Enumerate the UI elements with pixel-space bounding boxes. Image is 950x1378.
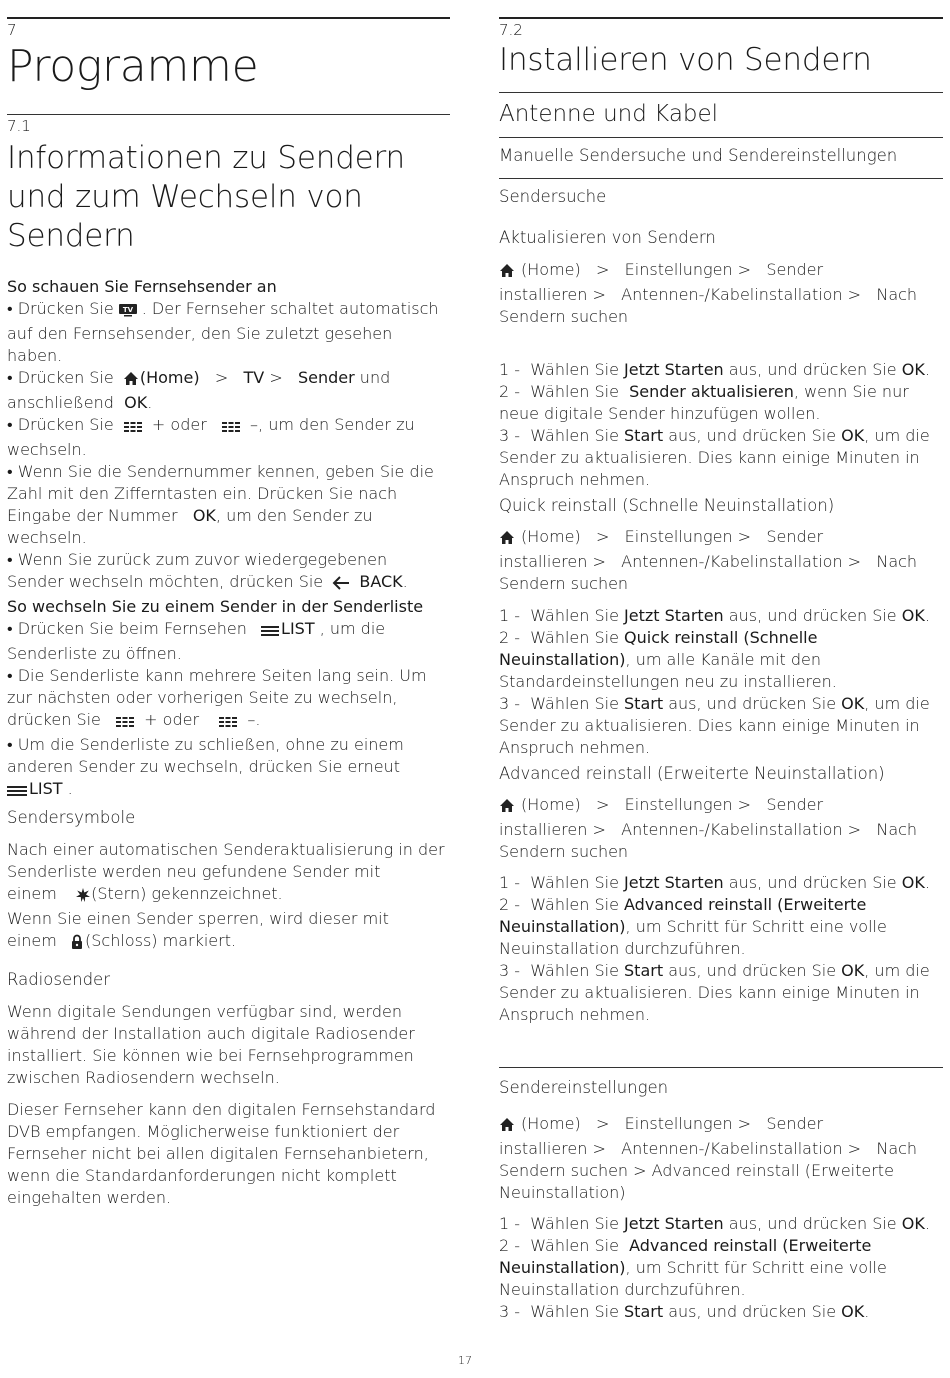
heading-manual: Manuelle Sendersuche und Sendereinstellungen bbox=[499, 146, 898, 165]
text-line: neue digitale Sender hinzufügen wollen. bbox=[499, 404, 821, 423]
step-2: 2 - Wählen Sie Quick reinstall (Schnelle bbox=[499, 628, 818, 647]
text-line: Eingabe der Nummer OK, um den Sender zu bbox=[7, 506, 373, 525]
text-line: zur nächsten oder vorherigen Seite zu wechseln, bbox=[7, 688, 398, 707]
heading-switch: So wechseln Sie zu einem Sender in der Senderliste bbox=[7, 597, 424, 616]
text-line: installieren > Antennen-/Kabelinstallation > Nach bbox=[499, 285, 918, 304]
steps-quick bbox=[499, 605, 943, 759]
text-line: • Um die Senderliste zu schließen, ohne zu einem bbox=[7, 735, 404, 754]
text-line: Anspruch nehmen. bbox=[499, 1005, 651, 1024]
text-line: installiert. Sie können wie bei Fernsehprogrammen bbox=[7, 1046, 414, 1065]
text-line: Sender wechseln möchten, drücken Sie BACK. bbox=[7, 571, 450, 596]
list-icon bbox=[7, 781, 27, 803]
heading-search: Sendersuche bbox=[499, 187, 607, 206]
text-line: (Home) > Einstellungen > Sender bbox=[499, 1113, 943, 1138]
text-line: • Drücken Sie beim Fernsehen LIST , um die bbox=[7, 618, 450, 643]
text-line: Dieser Fernseher kann den digitalen Fernsehstandard bbox=[7, 1100, 436, 1119]
dvb-block bbox=[7, 1099, 450, 1209]
step-3: 3 - Wählen Sie Start aus, und drücken Sie OK, um die bbox=[499, 426, 930, 445]
text-line: LIST . bbox=[7, 778, 450, 803]
text-line: Neuinstallation) bbox=[499, 1183, 626, 1202]
text-line: Sendern suchen bbox=[499, 307, 629, 326]
text-line: wechseln. bbox=[7, 528, 87, 547]
text-line: haben. bbox=[7, 346, 63, 365]
section-title-line: Sendern bbox=[7, 218, 135, 254]
text-line: Neuinstallation), um alle Kanäle mit den bbox=[499, 650, 822, 669]
svg-text:TV: TV bbox=[122, 306, 133, 314]
home-icon bbox=[123, 370, 139, 392]
text-line: • Die Senderliste kann mehrere Seiten lang sein. Um bbox=[7, 666, 427, 685]
text-line: Fernseher nicht bei allen digitalen Fernsehanbietern, bbox=[7, 1144, 429, 1163]
text-line: Wenn Sie einen Sender sperren, wird dieser mit bbox=[7, 909, 389, 928]
text-line: wenn die Standardanforderungen nicht komplett bbox=[7, 1166, 397, 1185]
text-line: einem (Stern) gekennzeichnet. bbox=[7, 883, 450, 908]
section-rule bbox=[499, 17, 943, 19]
heading-update: Aktualisieren von Sendern bbox=[499, 228, 716, 247]
heading-settings: Sendereinstellungen bbox=[499, 1078, 669, 1097]
channel-down-icon bbox=[218, 712, 238, 734]
text-line: • Wenn Sie die Sendernummer kennen, geben Sie die bbox=[7, 462, 434, 481]
step-1: 1 - Wählen Sie Jetzt Starten aus, und drücken Sie OK. bbox=[499, 606, 930, 625]
channel-up-icon bbox=[115, 712, 135, 734]
left-column bbox=[7, 0, 450, 1209]
menu-path bbox=[499, 259, 943, 328]
text-line: auf den Fernsehsender, den Sie zuletzt gesehen bbox=[7, 324, 393, 343]
home-icon bbox=[499, 797, 515, 819]
text-line: drücken Sie + oder –. bbox=[7, 709, 450, 734]
text-line: • Drücken Sie + oder –, um den Sender zu bbox=[7, 414, 450, 439]
subsection-rule bbox=[499, 92, 943, 93]
text-line: Zahl mit den Zifferntasten ein. Drücken Sie nach bbox=[7, 484, 398, 503]
text-line: anderen Sender zu wechseln, drücken Sie erneut bbox=[7, 757, 400, 776]
section-title-line: Informationen zu Sendern bbox=[7, 140, 405, 176]
text-line: • Drücken Sie TV . Der Fernseher schaltet automatisch bbox=[7, 298, 450, 323]
section-number: 7.1 bbox=[7, 117, 31, 135]
step-1: 1 - Wählen Sie Jetzt Starten aus, und drücken Sie OK. bbox=[499, 873, 930, 892]
channel-down-icon bbox=[221, 417, 241, 439]
text-line: installieren > Antennen-/Kabelinstallation > Nach bbox=[499, 552, 918, 571]
text-line: wechseln. bbox=[7, 440, 87, 459]
text-line: installieren > Antennen-/Kabelinstallation > Nach bbox=[499, 1139, 918, 1158]
right-column bbox=[499, 0, 943, 1323]
section-number: 7.2 bbox=[499, 21, 523, 39]
step-1: 1 - Wählen Sie Jetzt Starten aus, und drücken Sie OK. bbox=[499, 360, 930, 379]
text-line: Neuinstallation durchzuführen. bbox=[499, 939, 746, 958]
chapter-rule bbox=[7, 17, 450, 19]
text-line: (Home) > Einstellungen > Sender bbox=[499, 794, 943, 819]
heading-symbols: Sendersymbole bbox=[7, 808, 136, 827]
channel-up-icon bbox=[123, 417, 143, 439]
subsection-title: Antenne und Kabel bbox=[499, 101, 719, 127]
radio-block bbox=[7, 1001, 450, 1089]
text-line: • Wenn Sie zurück zum zuvor wiedergegebenen bbox=[7, 550, 388, 569]
text-line: zwischen Radiosendern wechseln. bbox=[7, 1068, 280, 1087]
subsection-rule bbox=[499, 178, 943, 179]
subsection-rule bbox=[499, 137, 943, 138]
step-2: 2 - Wählen Sie Advanced reinstall (Erweiterte bbox=[499, 895, 867, 914]
text-line: Standardeinstellungen neu zu installieren. bbox=[499, 672, 837, 691]
chapter-title: Programme bbox=[7, 41, 259, 92]
text-line: Sender zu aktualisieren. Dies kann einige Minuten in bbox=[499, 716, 920, 735]
menu-path bbox=[499, 526, 943, 595]
text-line: installieren > Antennen-/Kabelinstallation > Nach bbox=[499, 820, 918, 839]
text-line: (Home) > Einstellungen > Sender bbox=[499, 526, 943, 551]
heading-watch: So schauen Sie Fernsehsender an bbox=[7, 277, 277, 296]
home-icon bbox=[499, 262, 515, 284]
text-line: (Home) > Einstellungen > Sender bbox=[499, 259, 943, 284]
text-line: Anspruch nehmen. bbox=[499, 738, 651, 757]
text-line: Sendern suchen > Advanced reinstall (Erweiterte bbox=[499, 1161, 894, 1180]
star-icon bbox=[76, 886, 90, 908]
menu-path bbox=[499, 794, 943, 863]
text-line: Senderliste zu öffnen. bbox=[7, 644, 182, 663]
steps-settings bbox=[499, 1213, 943, 1323]
steps-update bbox=[499, 359, 943, 491]
text-line: während der Installation auch digitale Radiosender bbox=[7, 1024, 415, 1043]
heading-quick: Quick reinstall (Schnelle Neuinstallation) bbox=[499, 496, 835, 515]
home-icon bbox=[499, 529, 515, 551]
section-rule bbox=[7, 114, 450, 115]
text-line: Sendern suchen bbox=[499, 842, 629, 861]
lock-icon bbox=[71, 933, 83, 955]
subsection-rule bbox=[499, 1067, 943, 1068]
section-title-line: und zum Wechseln von bbox=[7, 179, 363, 215]
watch-block bbox=[7, 276, 450, 596]
home-icon bbox=[499, 1116, 515, 1138]
menu-path bbox=[499, 1113, 943, 1204]
text-line: Neuinstallation), um Schritt für Schritt eine volle bbox=[499, 917, 887, 936]
page-number: 17 bbox=[458, 1354, 472, 1367]
back-arrow-icon bbox=[332, 574, 350, 596]
list-icon bbox=[261, 621, 279, 643]
step-3: 3 - Wählen Sie Start aus, und drücken Sie OK, um die bbox=[499, 694, 930, 713]
text-line: Nach einer automatischen Senderaktualisierung in der bbox=[7, 840, 445, 859]
text-line: Anspruch nehmen. bbox=[499, 470, 651, 489]
tv-icon bbox=[118, 301, 138, 323]
text-line: Senderliste werden neu gefundene Sender mit bbox=[7, 862, 381, 881]
heading-radio: Radiosender bbox=[7, 970, 110, 989]
step-2: 2 - Wählen Sie Sender aktualisieren, wenn Sie nur bbox=[499, 382, 909, 401]
steps-advanced bbox=[499, 872, 943, 1026]
text-line: einem (Schloss) markiert. bbox=[7, 930, 450, 955]
step-2: 2 - Wählen Sie Advanced reinstall (Erweiterte bbox=[499, 1236, 872, 1255]
text-line: Neuinstallation durchzuführen. bbox=[499, 1280, 746, 1299]
switch-block bbox=[7, 596, 450, 803]
text-line: Neuinstallation), um Schritt für Schritt eine volle bbox=[499, 1258, 887, 1277]
step-3: 3 - Wählen Sie Start aus, und drücken Sie OK, um die bbox=[499, 961, 930, 980]
step-1: 1 - Wählen Sie Jetzt Starten aus, und drücken Sie OK. bbox=[499, 1214, 930, 1233]
text-line: anschließend OK. bbox=[7, 393, 153, 412]
text-line: DVB empfangen. Möglicherweise funktioniert der bbox=[7, 1122, 400, 1141]
step-3: 3 - Wählen Sie Start aus, und drücken Sie OK. bbox=[499, 1302, 870, 1321]
section-title bbox=[7, 139, 450, 256]
text-line: • Drücken Sie (Home) > TV > Sender und bbox=[7, 367, 450, 392]
text-line: Sender zu aktualisieren. Dies kann einige Minuten in bbox=[499, 983, 920, 1002]
text-line: Sendern suchen bbox=[499, 574, 629, 593]
text-line: Sender zu aktualisieren. Dies kann einige Minuten in bbox=[499, 448, 920, 467]
text-line: Wenn digitale Sendungen verfügbar sind, werden bbox=[7, 1002, 402, 1021]
section-title: Installieren von Sendern bbox=[499, 42, 872, 78]
heading-advanced: Advanced reinstall (Erweiterte Neuinstallation) bbox=[499, 764, 885, 783]
symbols-block bbox=[7, 839, 450, 955]
chapter-number: 7 bbox=[7, 21, 17, 39]
text-line: eingehalten werden. bbox=[7, 1188, 172, 1207]
